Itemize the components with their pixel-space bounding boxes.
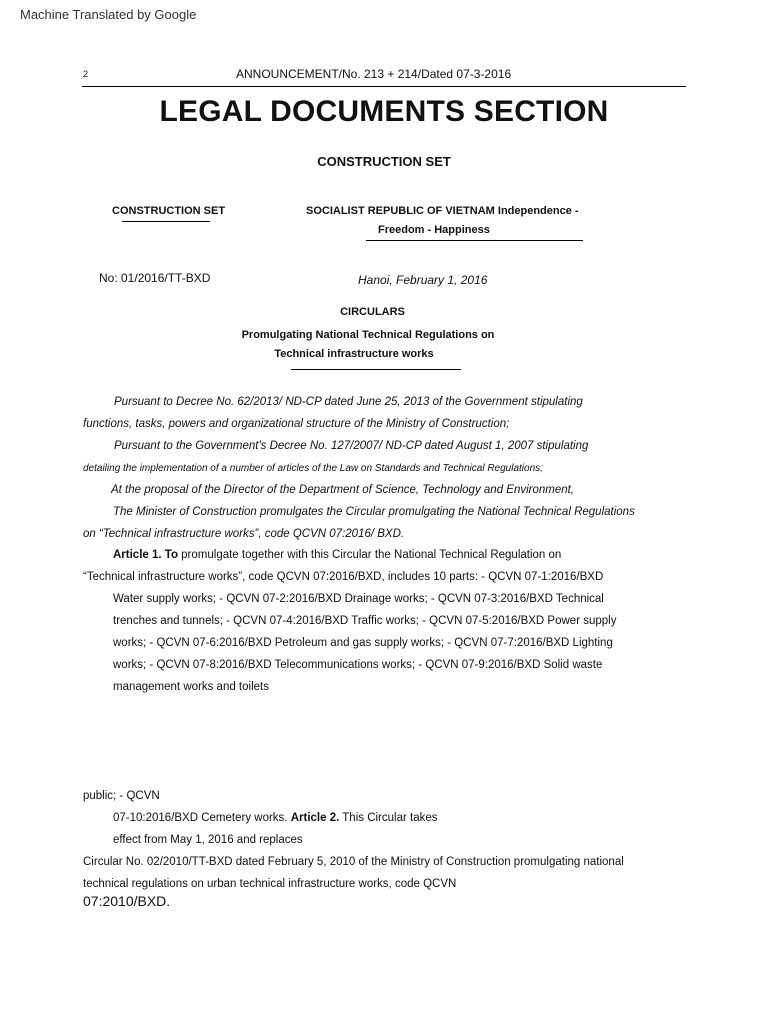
- article1-line: works; - QCVN 07-6:2016/BXD Petroleum and gas supply works; - QCVN 07-7:2016/BXD Lighting: [113, 637, 613, 649]
- continuation-line: Circular No. 02/2010/TT-BXD dated February 5, 2010 of the Ministry of Construction promulgating national: [83, 856, 624, 868]
- preamble-line: Pursuant to Decree No. 62/2013/ ND-CP dated June 25, 2013 of the Government stipulating: [114, 396, 583, 408]
- article1-line: Water supply works; - QCVN 07-2:2016/BXD Drainage works; - QCVN 07-3:2016/BXD Technical: [113, 593, 604, 605]
- page-number: 2: [83, 69, 89, 79]
- cemetery-text: 07-10:2016/BXD Cemetery works.: [113, 812, 291, 824]
- continuation-line: technical regulations on urban technical infrastructure works, code QCVN: [83, 878, 457, 890]
- preamble-line: Pursuant to the Government's Decree No. 127/2007/ ND-CP dated August 1, 2007 stipulating: [114, 440, 589, 452]
- article1-line: management works and toilets: [113, 681, 269, 693]
- machine-translated-banner: Machine Translated by Google: [20, 7, 197, 22]
- place-date: Hanoi, February 1, 2016: [358, 273, 488, 287]
- article1-line: works; - QCVN 07-8:2016/BXD Telecommunications works; - QCVN 07-9:2016/BXD Solid waste: [113, 659, 603, 671]
- preamble-line: At the proposal of the Director of the Department of Science, Technology and Environment,: [111, 484, 575, 496]
- announcement-header: ANNOUNCEMENT/No. 213 + 214/Dated 07-3-2016: [236, 67, 512, 81]
- subject-line2: Technical infrastructure works: [274, 348, 434, 360]
- document-number: No: 01/2016/TT-BXD: [99, 271, 211, 285]
- preamble-line: detailing the implementation of a number of articles of the Law on Standards and Technical Regulations;: [83, 463, 543, 474]
- continuation-line: effect from May 1, 2016 and replaces: [113, 834, 303, 846]
- article2-label: Article 2.: [290, 812, 340, 824]
- code-line: 07:2010/BXD.: [83, 893, 171, 909]
- article1-label: Article 1. To: [113, 549, 178, 561]
- preamble-line: on “Technical infrastructure works”, code QCVN 07:2016/ BXD.: [83, 528, 405, 540]
- page-title: LEGAL DOCUMENTS SECTION: [159, 95, 609, 128]
- continuation-line: public; - QCVN: [83, 790, 160, 802]
- motto-underline: [366, 240, 583, 241]
- article2-text: This Circular takes: [339, 812, 438, 824]
- article1-line: “Technical infrastructure works”, code QCVN 07:2016/BXD, includes 10 parts: - QCVN 07-1:2016/BXD: [83, 571, 604, 583]
- article2-line: [113, 812, 438, 824]
- preamble-line: The Minister of Construction promulgates the Circular promulgating the National Technical Regulations: [113, 506, 635, 518]
- article1-line: trenches and tunnels; - QCVN 07-4:2016/BXD Traffic works; - QCVN 07-5:2016/BXD Power supply: [113, 615, 617, 627]
- preamble-line: functions, tasks, powers and organizational structure of the Ministry of Construction;: [83, 418, 510, 430]
- header-rule: [82, 86, 686, 87]
- national-motto-line2: Freedom - Happiness: [378, 224, 490, 236]
- issuer-name: CONSTRUCTION SET: [112, 205, 226, 217]
- article1-line: [113, 549, 561, 561]
- issuer-underline: [122, 221, 210, 222]
- subject-line1: Promulgating National Technical Regulations on: [241, 329, 495, 341]
- document-type: CIRCULARS: [340, 306, 405, 318]
- article1-text: promulgate together with this Circular the National Technical Regulation on: [177, 549, 562, 561]
- national-motto-line1: SOCIALIST REPUBLIC OF VIETNAM Independence -: [306, 205, 579, 217]
- subject-underline: [291, 369, 461, 370]
- section-subtitle: CONSTRUCTION SET: [317, 154, 451, 169]
